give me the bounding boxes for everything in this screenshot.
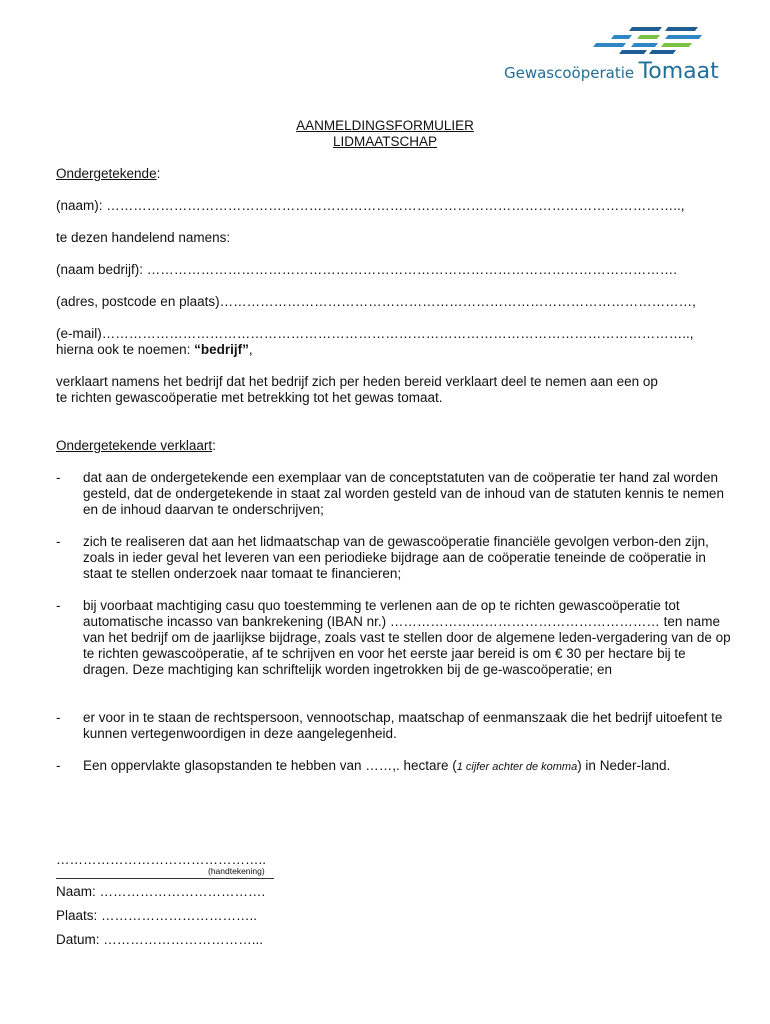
bedrijf-term: “bedrijf” bbox=[194, 342, 249, 357]
section1-heading-colon: : bbox=[156, 166, 161, 181]
bullet-dash: - bbox=[56, 534, 61, 549]
form-title: AANMELDINGSFORMULIER bbox=[296, 118, 474, 133]
item5-italic-note: 1 cijfer achter de komma bbox=[456, 761, 578, 773]
cooperative-logo bbox=[500, 25, 719, 90]
bullet-dash: - bbox=[56, 710, 61, 725]
logo-text bbox=[504, 59, 719, 84]
section1-heading bbox=[56, 166, 160, 182]
bullet-dash: - bbox=[56, 598, 61, 613]
section2-heading bbox=[56, 438, 216, 454]
email-field-line: (e-mail)………………………………………………………………………………………………………………….., bbox=[56, 326, 694, 341]
naam-signature-line: Naam: ………………………………. bbox=[56, 884, 266, 899]
logo-text-small: Gewascoöperatie bbox=[504, 64, 635, 82]
section2-heading-colon: : bbox=[212, 438, 216, 453]
hierna-suffix: , bbox=[248, 342, 253, 357]
signature-line bbox=[56, 878, 274, 879]
declaration-item-4: er voor in te staan de rechtspersoon, vennootschap, maatschap of eenmanszaak die het bedrijf uitoefent te kunnen vertegenwoordigen in deze aangelegenheid. bbox=[83, 710, 723, 741]
item5-suffix: ) in Neder-land. bbox=[577, 758, 671, 773]
naam-field-line: (naam): ……………………………………………………………………………………………………………….., bbox=[56, 198, 685, 213]
datum-signature-line: Datum: ……………………………... bbox=[56, 932, 264, 947]
declaration-item-2: zich te realiseren dat aan het lidmaatschap van de gewascoöperatie financiële gevolgen verbon-den zijn, zoals in ieder geval het leveren van een periodieke bijdrage aan de coöperatie teneinde de coöperatie in staat te stellen onderzoek naar tomaat te financieren; bbox=[83, 534, 709, 581]
signature-label: (handtekening) bbox=[208, 866, 265, 876]
logo-text-big: Tomaat bbox=[638, 59, 719, 84]
hierna-line bbox=[56, 342, 253, 358]
bullet-dash: - bbox=[56, 470, 61, 485]
plaats-signature-line: Plaats: …………………………….. bbox=[56, 908, 258, 923]
section1-heading-text: Ondergetekende bbox=[56, 166, 157, 181]
verklaart-line-2: te richten gewascoöperatie met betrekking tot het gewas tomaat. bbox=[56, 390, 443, 405]
item5-prefix: Een oppervlakte glasopstanden te hebben van ……,. hectare ( bbox=[83, 758, 457, 773]
declaration-item-3: bij voorbaat machtiging casu quo toestemming te verlenen aan de op te richten gewascoöperatie tot automatische incasso van bankrekening (IBAN nr.) …………………………………………………… ten name van het bedrijf om de jaarlijkse bijdrage, zoals vast te stellen door de algemene leden-vergadering van de op te richten gewascoöperatie, af te schrijven en voor het eerste jaar bereid is om € 30 per hectare bij te dragen. Deze machtiging kan schriftelijk worden ingetrokken bij de ge-wascoöperatie; en bbox=[83, 598, 731, 677]
bullet-dash: - bbox=[56, 758, 61, 773]
section2-heading-text: Ondergetekende verklaart bbox=[56, 438, 213, 453]
signature-dots: ……………………………………….. bbox=[56, 852, 267, 867]
declaration-item-5 bbox=[83, 758, 733, 775]
logo-stripes-icon bbox=[592, 25, 710, 55]
verklaart-line-1: verklaart namens het bedrijf dat het bedrijf zich per heden bereid verklaart deel te nemen aan een op bbox=[56, 374, 658, 389]
hierna-prefix: hierna ook te noemen: bbox=[56, 342, 195, 357]
form-subtitle: LIDMAATSCHAP bbox=[332, 134, 438, 149]
adres-field-line: (adres, postcode en plaats)……………………………………………………………………………………………, bbox=[56, 294, 696, 309]
handelend-label: te dezen handelend namens: bbox=[56, 230, 231, 245]
naam-bedrijf-field-line: (naam bedrijf): ………………………………………………………………………………………………………. bbox=[56, 262, 678, 277]
declaration-item-1: dat aan de ondergetekende een exemplaar van de conceptstatuten van de coöperatie ter hand zal worden gesteld, dat de ondergetekende in staat zal worden gesteld van de inhoud van de statuten kennis te nemen en de inhoud daarvan te onderschrijven; bbox=[83, 470, 724, 517]
